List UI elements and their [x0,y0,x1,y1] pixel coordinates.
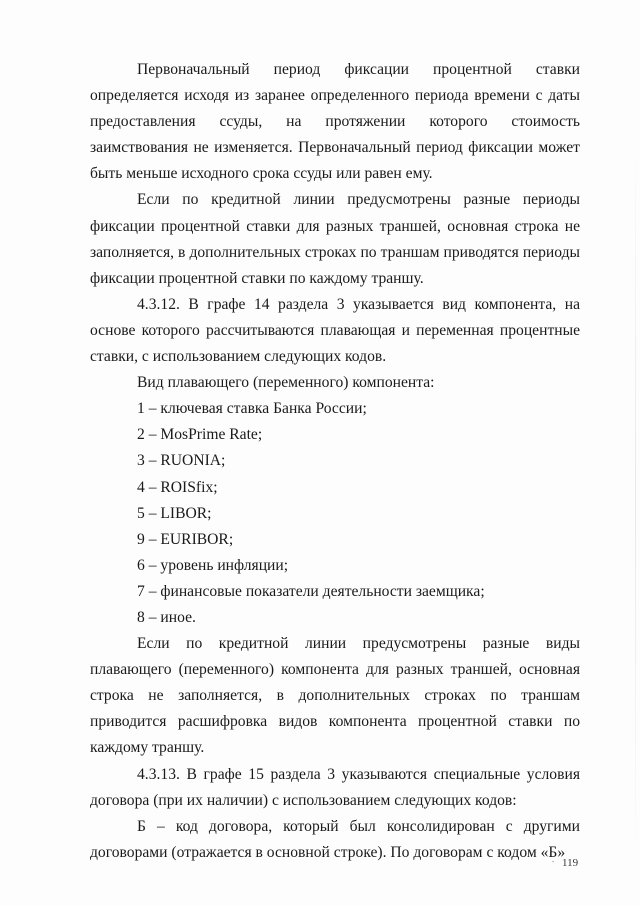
component-code-item: 6 – уровень инфляции; [137,556,289,574]
paragraph-fixation-tranches: Если по кредитной линии предусмотрены разные периоды фиксации процентной ставки для разных траншей, основная строка не заполняется, в дополнительных строках по траншам приводятся периоды фиксации процентной ставки по каждому траншу. [90,191,580,287]
component-code-item: 4 – ROISfix; [137,478,218,496]
component-code-item: 9 – EURIBOR; [137,530,234,548]
paragraph-code-b: Б – код договора, который был консолидирован с другими договорами (отражается в основной строке). По договорам с кодом «Б» [90,817,580,861]
scan-edge [635,120,636,880]
component-code-item: 7 – финансовые показатели деятельности заемщика; [137,582,485,600]
component-code-list [90,396,580,631]
component-code-item: 3 – RUONIA; [137,452,226,470]
paragraph-section-4-3-13: 4.3.13. В графе 15 раздела 3 указываются специальные условия договора (при их наличии) с использованием следующих кодов: [90,765,580,809]
component-code-item: 8 – иное. [137,608,196,626]
component-code-item: 5 – LIBOR; [137,504,212,522]
paragraph-component-tranches: Если по кредитной линии предусмотрены разные виды плавающего (переменного) компонента для разных траншей, основная строка не заполняется, в дополнительных строках по траншам приводится расшифровка видов компонента процентной ставки по каждому траншу. [90,635,580,757]
component-list-intro: Вид плавающего (переменного) компонента: [137,374,435,392]
page-number: 119 [562,857,579,869]
component-code-item: 1 – ключевая ставка Банка России; [137,400,367,418]
scan-speck [552,861,554,862]
paragraph-section-4-3-12: 4.3.12. В графе 14 раздела 3 указывается вид компонента, на основе которого рассчитываются плавающая и переменная процентные ставки, с использованием следующих кодов. [90,295,580,366]
page-body [90,57,580,866]
paragraph-fixation-initial: Первоначальный период фиксации процентной ставки определяется исходя из заранее определенного периода времени с даты предоставления ссуды, на протяжении которого стоимость заимствования не изменяется. Первоначальный период фиксации может быть меньше исходного срока ссуды или равен ему. [90,61,580,183]
component-code-item: 2 – MosPrime Rate; [137,426,263,444]
